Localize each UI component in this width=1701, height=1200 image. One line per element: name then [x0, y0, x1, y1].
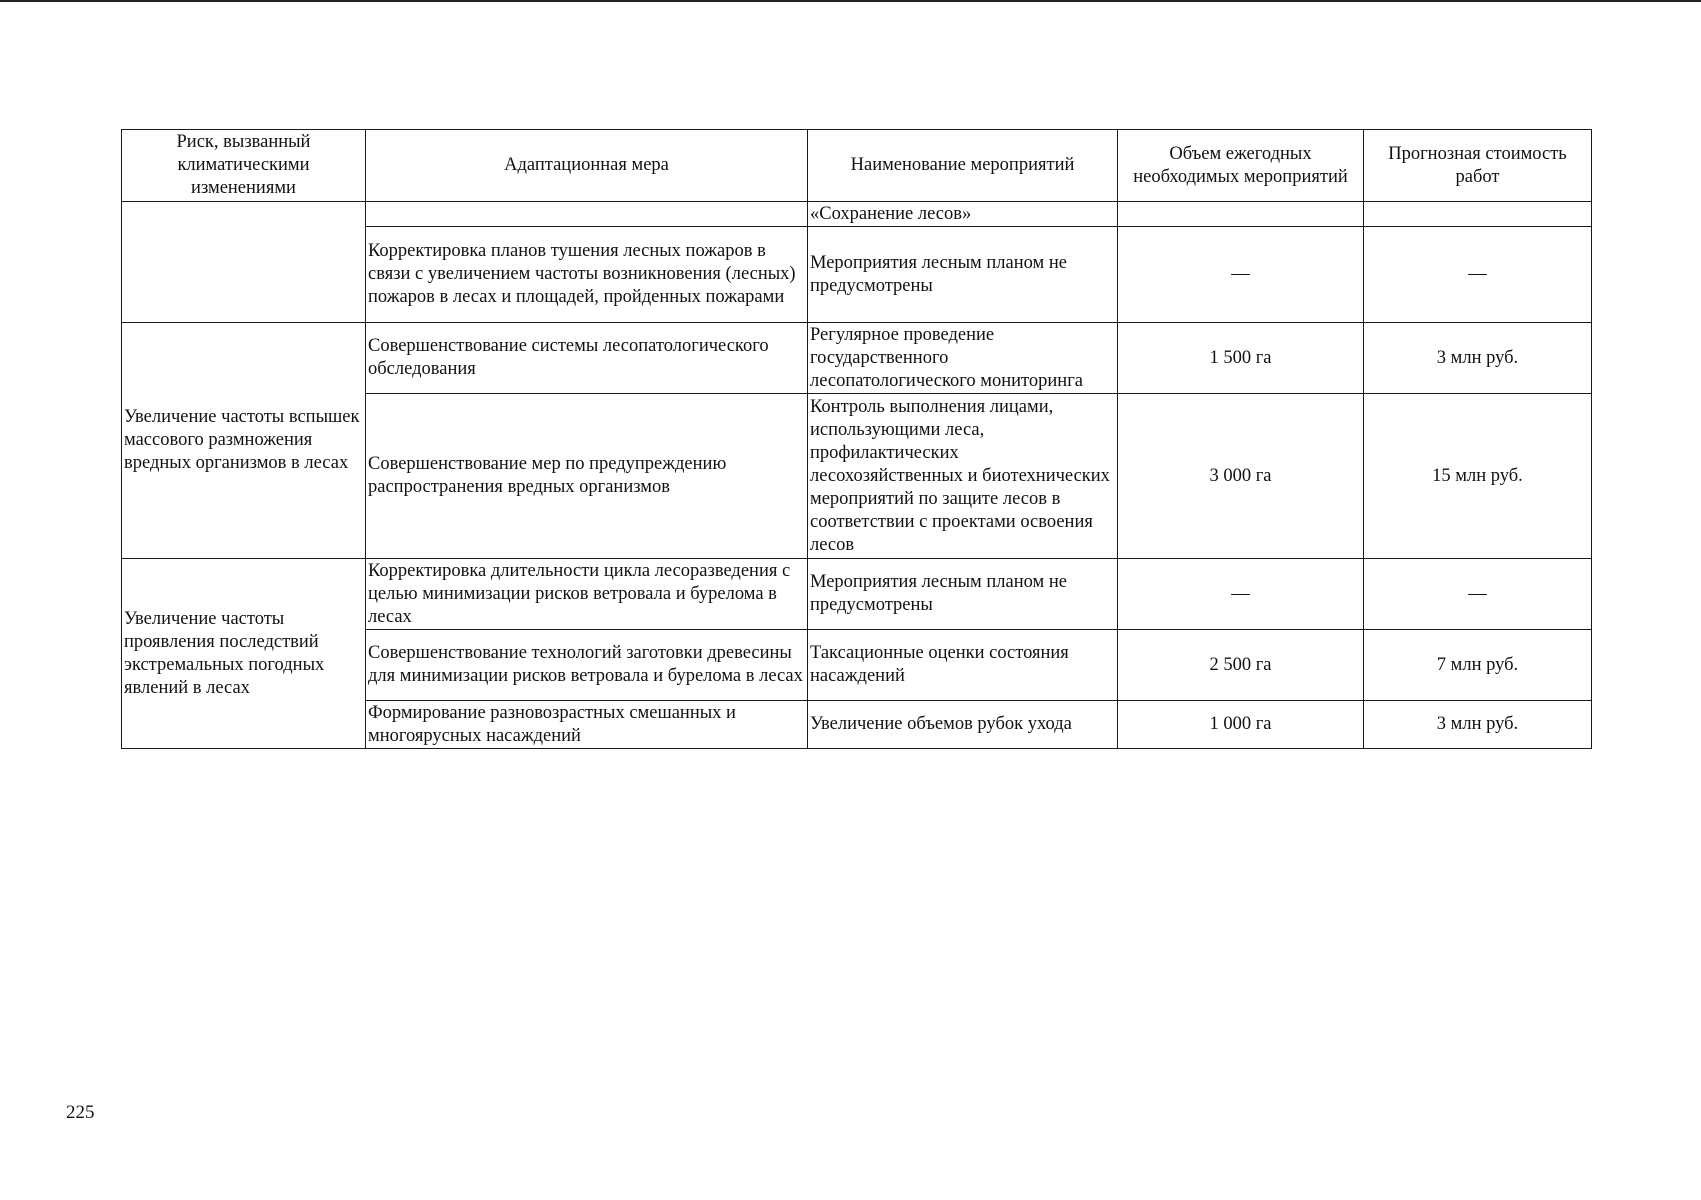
cost-cell-empty: [1364, 202, 1592, 227]
table-row: [122, 559, 1592, 630]
event-cell: Мероприятия лесным планом не предусмотрены: [808, 559, 1118, 630]
measure-cell: Совершенствование технологий заготовки древесины для минимизации рисков ветровала и бурелома в лесах: [366, 630, 808, 701]
table-row: [122, 202, 1592, 227]
header-adaptation-measure: Адаптационная мера: [366, 130, 808, 202]
table-header-row: [122, 130, 1592, 202]
risk-cell: Увеличение частоты проявления последствий экстремальных погодных явлений в лесах: [122, 559, 366, 749]
cost-cell: 3 млн руб.: [1364, 701, 1592, 749]
event-cell: Контроль выполнения лицами, использующими леса, профилактических лесохозяйственных и биотехнических мероприятий по защите лесов в соответствии с проектами освоения лесов: [808, 394, 1118, 559]
table-row: [122, 323, 1592, 394]
event-cell: Увеличение объемов рубок ухода: [808, 701, 1118, 749]
event-cell: Мероприятия лесным планом не предусмотрены: [808, 227, 1118, 323]
risk-cell-empty: [122, 202, 366, 323]
risk-cell: Увеличение частоты вспышек массового размножения вредных организмов в лесах: [122, 323, 366, 559]
header-risk: Риск, вызванный климатическими изменениями: [122, 130, 366, 202]
header-forecast-cost: Прогнозная стоимость работ: [1364, 130, 1592, 202]
volume-cell: —: [1118, 559, 1364, 630]
measure-cell-empty: [366, 202, 808, 227]
volume-cell-empty: [1118, 202, 1364, 227]
cost-cell: 3 млн руб.: [1364, 323, 1592, 394]
cost-cell: 15 млн руб.: [1364, 394, 1592, 559]
cost-cell: —: [1364, 559, 1592, 630]
measure-cell: Корректировка планов тушения лесных пожаров в связи с увеличением частоты возникновения (лесных) пожаров в лесах и площадей, пройденных пожарами: [366, 227, 808, 323]
measure-cell: Совершенствование системы лесопатологического обследования: [366, 323, 808, 394]
cost-cell: 7 млн руб.: [1364, 630, 1592, 701]
volume-cell: 3 000 га: [1118, 394, 1364, 559]
header-event-name: Наименование мероприятий: [808, 130, 1118, 202]
event-cell: Таксационные оценки состояния насаждений: [808, 630, 1118, 701]
page-number: 225: [66, 1102, 95, 1123]
event-cell: Регулярное проведение государственного лесопатологического мониторинга: [808, 323, 1118, 394]
volume-cell: —: [1118, 227, 1364, 323]
measure-cell: Формирование разновозрастных смешанных и многоярусных насаждений: [366, 701, 808, 749]
measure-cell: Корректировка длительности цикла лесоразведения с целью минимизации рисков ветровала и бурелома в лесах: [366, 559, 808, 630]
top-border-line: [0, 0, 1701, 2]
measure-cell: Совершенствование мер по предупреждению распространения вредных организмов: [366, 394, 808, 559]
volume-cell: 1 000 га: [1118, 701, 1364, 749]
event-cell: «Сохранение лесов»: [808, 202, 1118, 227]
header-annual-volume: Объем ежегодных необходимых мероприятий: [1118, 130, 1364, 202]
volume-cell: 2 500 га: [1118, 630, 1364, 701]
volume-cell: 1 500 га: [1118, 323, 1364, 394]
cost-cell: —: [1364, 227, 1592, 323]
adaptation-measures-table: [121, 129, 1592, 749]
